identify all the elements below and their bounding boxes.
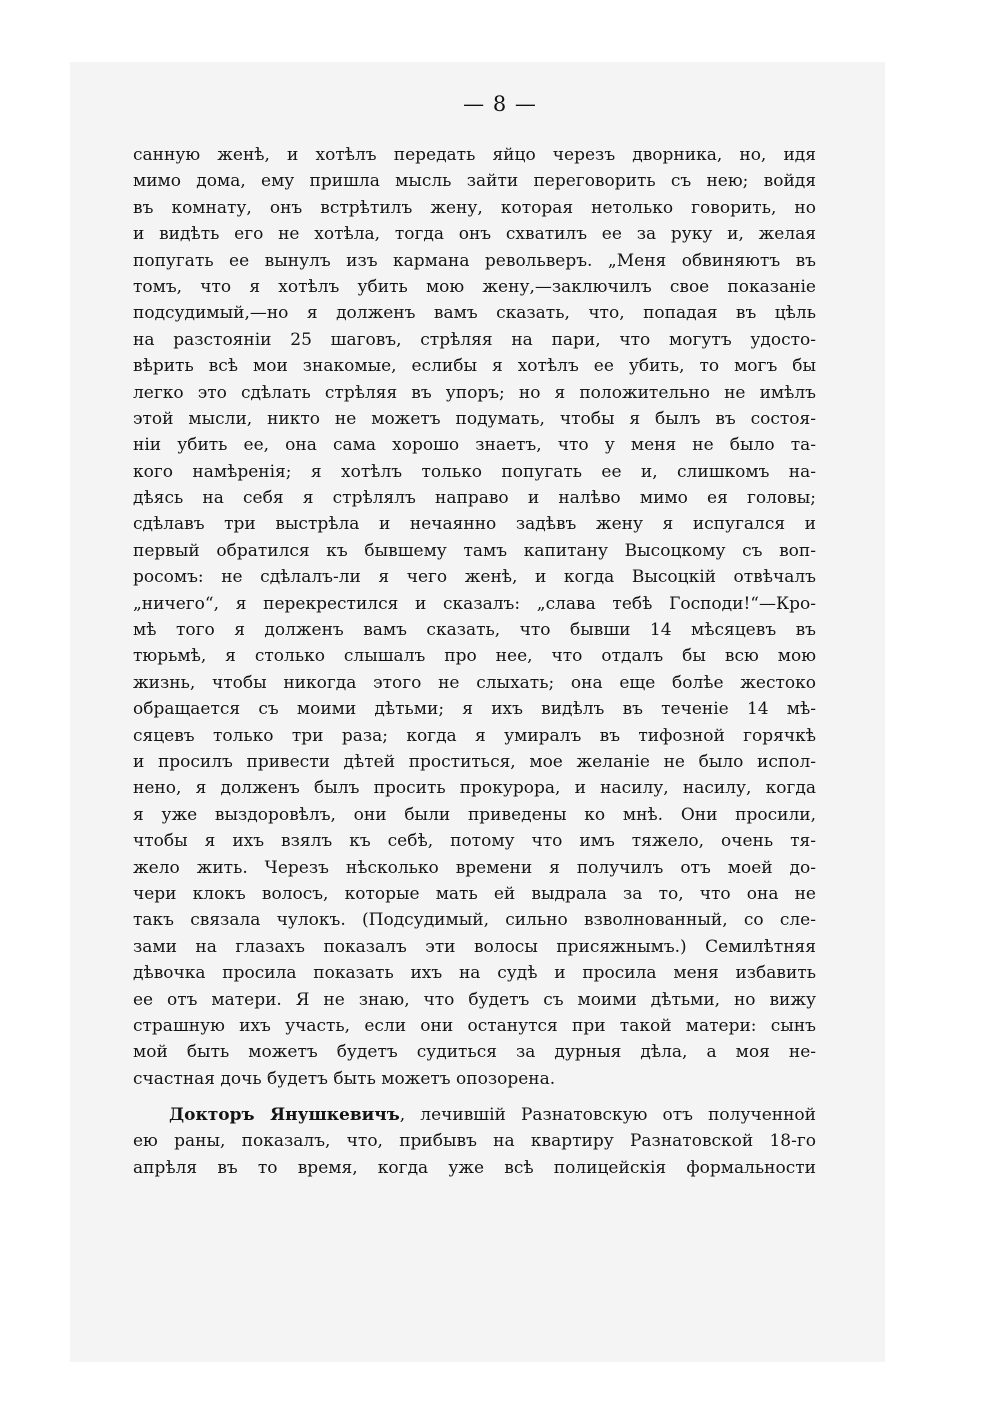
paragraph-line: вѣрить всѣ мои знакомые, еслибы я хотѣлъ ее убить, то могъ бы <box>133 356 816 377</box>
paragraph-line: такъ связала чулокъ. (Подсудимый, сильно взволнованный, со сле- <box>133 910 816 931</box>
doctor-name: Докторъ Янушкевичъ <box>169 1105 400 1126</box>
paragraph-line: санную женѣ, и хотѣлъ передать яйцо черезъ дворника, но, идя <box>133 145 816 165</box>
paragraph-line: тюрьмѣ, я столько слышалъ про нее, что отдалъ бы всю мою <box>133 646 816 667</box>
paragraph-line: мѣ того я долженъ вамъ сказать, что бывши 14 мѣсяцевъ въ <box>133 620 816 641</box>
paragraph-testimony <box>133 142 816 1092</box>
paragraph-line: ее отъ матери. Я не знаю, что будетъ съ моими дѣтьми, но вижу <box>133 989 816 1010</box>
paragraph-line: ею раны, показалъ, что, прибывъ на квартиру Разнатовской 18-го <box>133 1131 816 1152</box>
body-text <box>133 142 816 1181</box>
page-number: — 8 — <box>463 92 537 116</box>
paragraph-line: этой мысли, никто не можетъ подумать, чтобы я былъ въ состоя- <box>133 408 816 429</box>
paragraph-line: нено, я долженъ былъ просить прокурора, и насилу, насилу, когда <box>133 778 816 799</box>
paragraph-line: счастная дочь будетъ быть можетъ опозорена. <box>133 1068 556 1089</box>
paragraph-line: чери клокъ волосъ, которые мать ей выдрала за то, что она не <box>133 883 816 904</box>
paragraph-line: обращается съ моими дѣтьми; я ихъ видѣлъ въ теченіе 14 мѣ- <box>133 699 816 720</box>
paragraph-line: легко это сдѣлать стрѣляя въ упоръ; но я положительно не имѣлъ <box>133 382 816 403</box>
paragraph-line: дѣясь на себя я стрѣлялъ направо и налѣво мимо ея головы; <box>133 488 816 509</box>
paragraph-line: попугать ее вынулъ изъ кармана револьверъ. „Меня обвиняютъ въ <box>133 250 816 271</box>
doctor-line-rest: , лечившій Разнатовскую отъ полученной <box>399 1105 816 1126</box>
paragraph-line <box>133 1102 816 1128</box>
paragraph-line: дѣвочка просила показать ихъ на судѣ и просила меня избавить <box>133 963 816 984</box>
paragraph-line: сдѣлавъ три выстрѣла и нечаянно задѣвъ жену я испугался и <box>133 514 816 535</box>
paragraph-line: кого намѣренія; я хотѣлъ только попугать ее и, слишкомъ на- <box>133 461 816 482</box>
paragraph-line: мой быть можетъ будетъ судиться за дурныя дѣла, а моя не- <box>133 1042 816 1063</box>
paragraph-line: я уже выздоровѣлъ, они были приведены ко мнѣ. Они просили, <box>133 804 816 825</box>
paragraph-line: апрѣля въ то время, когда уже всѣ полицейскія формальности <box>133 1157 816 1178</box>
paragraph-line: сяцевъ только три раза; когда я умиралъ въ тифозной горячкѣ <box>133 725 816 746</box>
paragraph-line: страшную ихъ участь, если они останутся при такой матери: сынъ <box>133 1015 816 1036</box>
paragraph-line: росомъ: не сдѣлалъ-ли я чего женѣ, и когда Высоцкій отвѣчалъ <box>133 567 816 588</box>
paragraph-line: жизнь, чтобы никогда этого не слыхать; она еще болѣе жестоко <box>133 672 816 693</box>
paragraph-line: „ничего“, я перекрестился и сказалъ: „слава тебѣ Господи!“—Кро- <box>133 593 816 614</box>
paragraph-line: жело жить. Черезъ нѣсколько времени я получилъ отъ моей до- <box>133 857 816 878</box>
paragraph-line: чтобы я ихъ взялъ къ себѣ, потому что имъ тяжело, очень тя- <box>133 831 816 852</box>
paragraph-line: на разстояніи 25 шаговъ, стрѣляя на пари, что могутъ удосто- <box>133 329 816 350</box>
paragraph-line: томъ, что я хотѣлъ убить мою жену,—заключилъ свое показаніе <box>133 276 816 297</box>
paragraph-line: и видѣть его не хотѣла, тогда онъ схватилъ ее за руку и, желая <box>133 224 816 245</box>
paragraph-line: зами на глазахъ показалъ эти волосы присяжнымъ.) Семилѣтняя <box>133 936 816 957</box>
paragraph-doctor <box>133 1102 816 1181</box>
paragraph-line: и просилъ привести дѣтей проститься, мое желаніе не было испол- <box>133 751 816 772</box>
paragraph-line: подсудимый,—но я долженъ вамъ сказать, что, попадая въ цѣль <box>133 303 816 324</box>
paragraph-line: ніи убить ее, она сама хорошо знаетъ, что у меня не было та- <box>133 435 816 456</box>
paragraph-line: въ комнату, онъ встрѣтилъ жену, которая нетолько говорить, но <box>133 197 816 218</box>
paragraph-line: мимо дома, ему пришла мысль зайти переговорить съ нею; войдя <box>133 171 816 192</box>
paragraph-line: первый обратился къ бывшему тамъ капитану Высоцкому съ воп- <box>133 540 816 561</box>
